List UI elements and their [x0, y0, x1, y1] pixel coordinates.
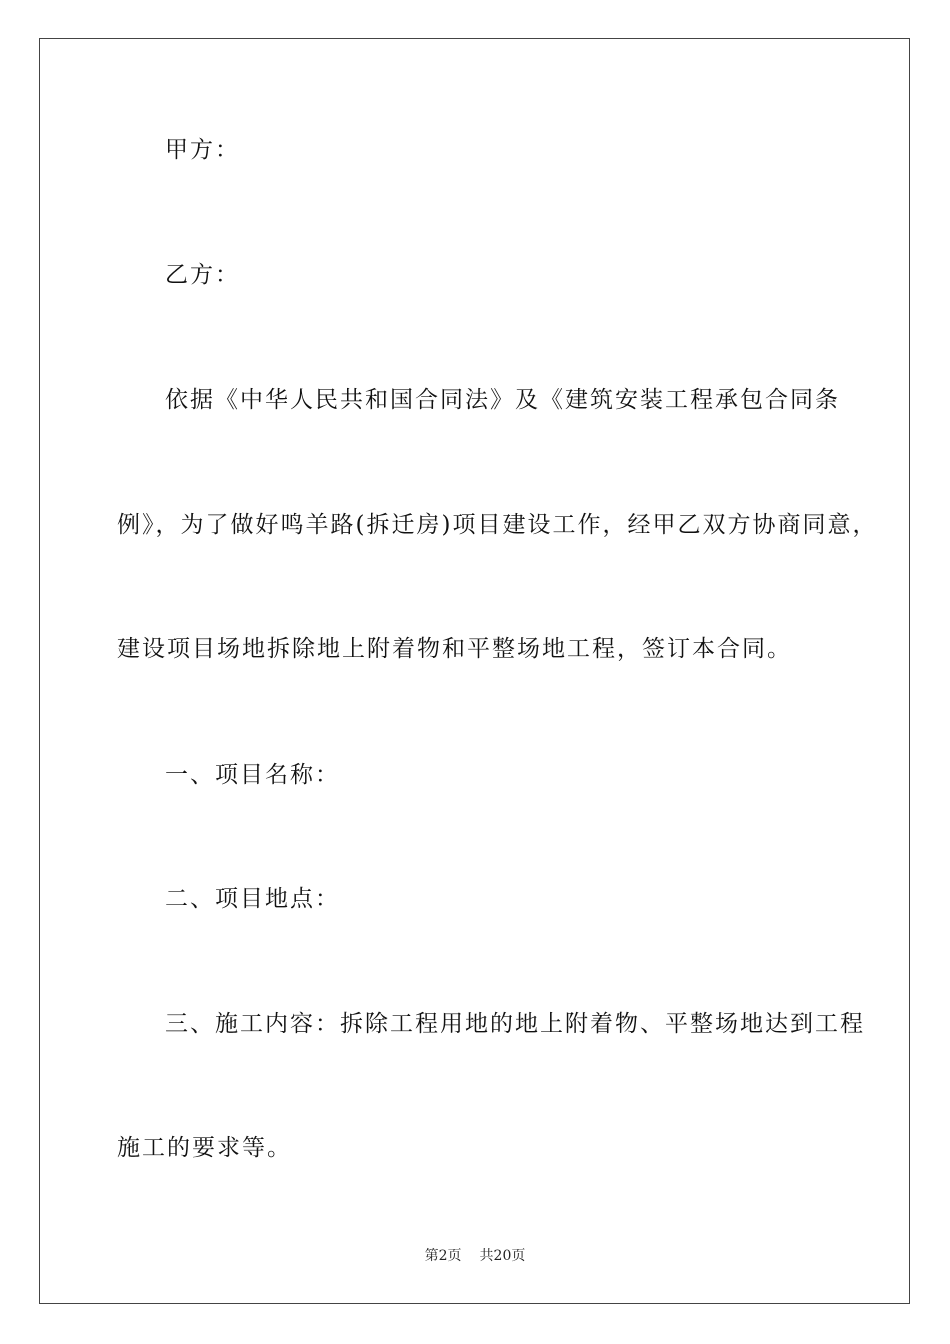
section-project-location: 二、项目地点： — [165, 886, 340, 912]
paragraph-line: 依据《中华人民共和国合同法》及《建筑安装工程承包合同条 — [165, 387, 840, 413]
paragraph-line: 建设项目场地拆除地上附着物和平整场地工程，签订本合同。 — [117, 636, 792, 662]
paragraph-line: 施工的要求等。 — [117, 1135, 292, 1161]
page-number-total: 共20页 — [479, 1248, 526, 1264]
page-footer — [0, 1246, 950, 1266]
party-a-label: 甲方： — [165, 137, 240, 163]
page-border — [39, 38, 910, 1304]
section-construction-content: 三、施工内容：拆除工程用地的地上附着物、平整场地达到工程 — [165, 1011, 865, 1037]
section-project-name: 一、项目名称： — [165, 762, 340, 788]
party-b-label: 乙方： — [165, 262, 240, 288]
paragraph-line: 例》，为了做好鸣羊路(拆迁房)项目建设工作，经甲乙双方协商同意， — [117, 512, 878, 538]
page-number-current: 第2页 — [424, 1248, 462, 1264]
